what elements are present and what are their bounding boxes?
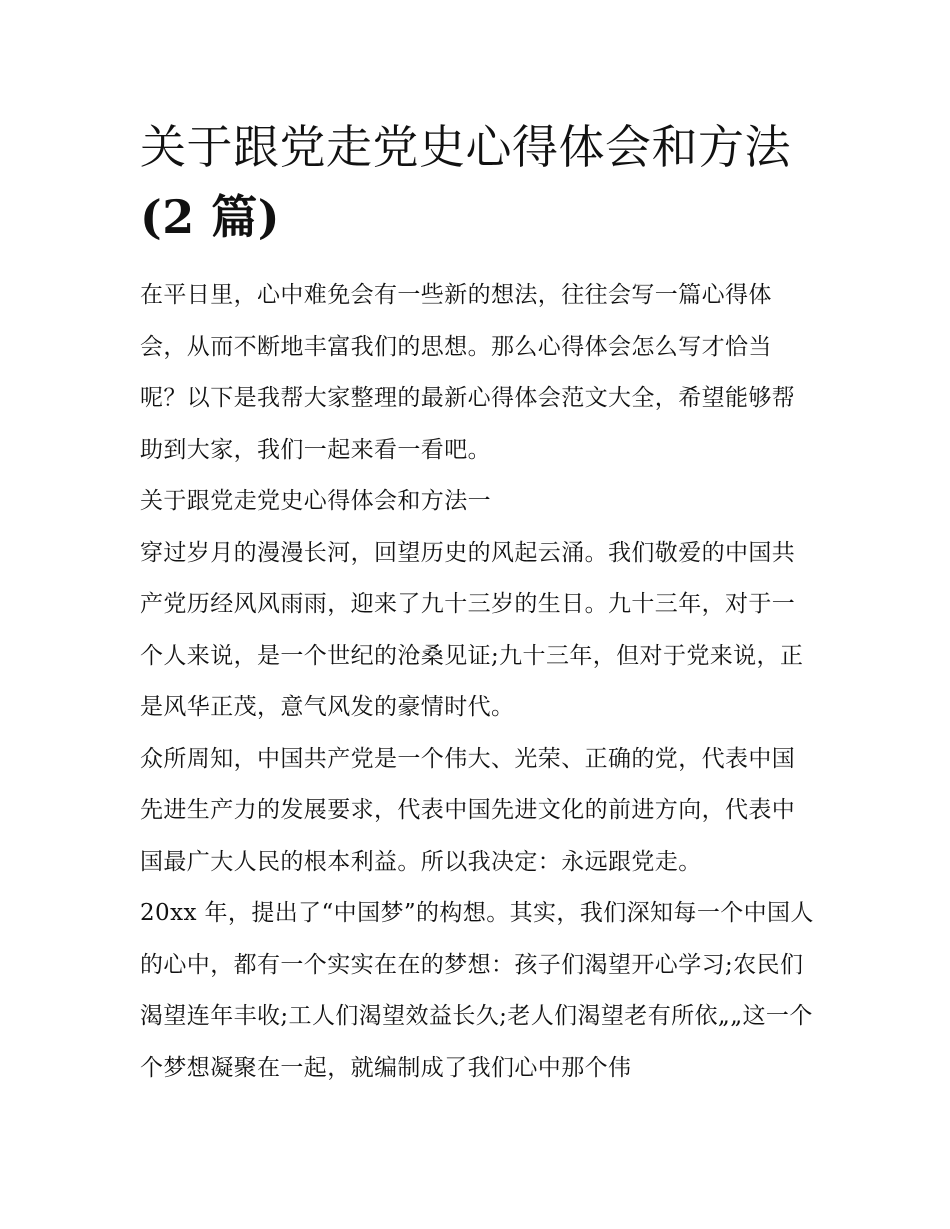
document-content xyxy=(140,112,815,1094)
section-heading: 关于跟党走党史心得体会和方法一 xyxy=(140,488,491,514)
document-title xyxy=(140,112,815,252)
body-paragraph: 20xx 年，提出了“中国梦”的构想。其实，我们深知每一个中国人的心中，都有一个实实在在的梦想：孩子们渴望开心学习;农民们渴望连年丰收;工人们渴望效益长久;老人们渴望老有所依„„这一个个梦想凝聚在一起，就编制成了我们心中那个伟 xyxy=(140,900,814,1081)
title-suffix: (2 篇) xyxy=(140,190,281,244)
body-paragraph: 众所周知，中国共产党是一个伟大、光荣、正确的党，代表中国先进生产力的发展要求，代表中国先进文化的前进方向，代表中国最广大人民的根本利益。所以我决定：永远跟党走。 xyxy=(140,745,796,875)
title-main: 关于跟党走党史心得体会和方法 xyxy=(140,120,791,174)
intro-paragraph: 在平日里，心中难免会有一些新的想法，往往会写一篇心得体会，从而不断地丰富我们的思想。那么心得体会怎么写才恰当呢？以下是我帮大家整理的最新心得体会范文大全，希望能够帮助到大家，我们一起来看一看吧。 xyxy=(140,282,796,463)
body-paragraph: 穿过岁月的漫漫长河，回望历史的风起云涌。我们敬爱的中国共产党历经风风雨雨，迎来了九十三岁的生日。九十三年，对于一个人来说，是一个世纪的沧桑见证;九十三年，但对于党来说，正是风华正茂，意气风发的豪情时代。 xyxy=(140,539,804,720)
